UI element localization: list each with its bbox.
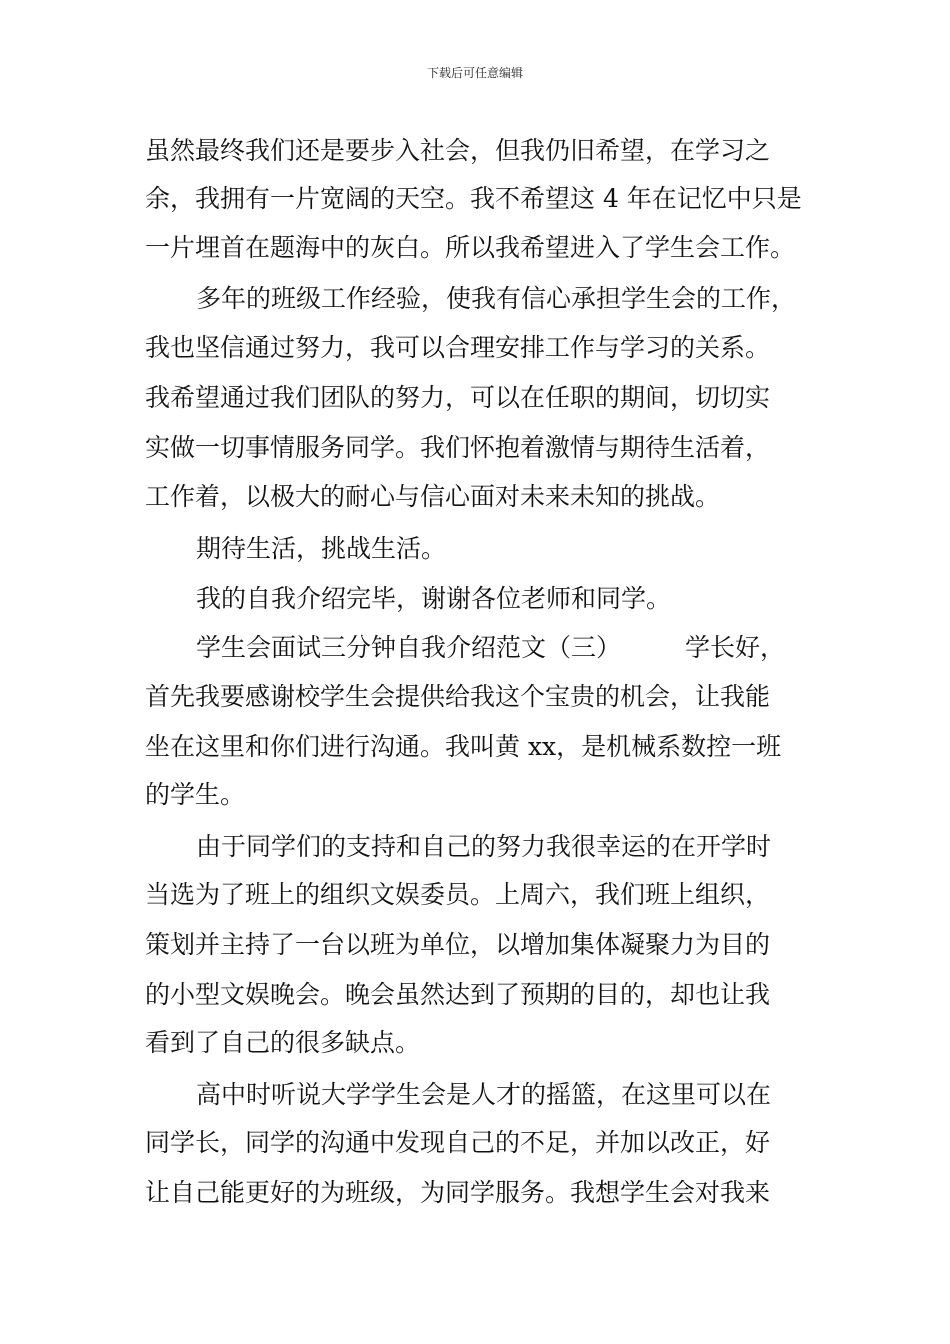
section-heading-line <box>196 630 785 666</box>
page-header: 下载后可任意编辑 <box>426 66 523 80</box>
text-line: 的小型文娱晚会。晚会虽然达到了预期的目的，却也让我 <box>145 980 771 1009</box>
text-line: 策划并主持了一台以班为单位，以增加集体凝聚力为目的 <box>145 930 771 959</box>
text-line: 高中时听说大学学生会是人才的摇篮，在这里可以在 <box>196 1080 772 1109</box>
text-line: 工作着，以极大的耐心与信心面对未来未知的挑战。 <box>145 482 721 511</box>
text-line: 同学长，同学的沟通中发现自己的不足，并加以改正，好 <box>145 1128 771 1157</box>
text-line: 我也坚信通过努力，我可以合理安排工作与学习的关系。 <box>145 333 771 362</box>
text-line: 余，我拥有一片宽阔的天空。我不希望这 4 年在记忆中只是 <box>145 184 802 213</box>
text-line: 由于同学们的支持和自己的努力我很幸运的在开学时 <box>196 832 772 861</box>
text-line: 虽然最终我们还是要步入社会，但我仍旧希望，在学习之 <box>145 136 771 165</box>
text-line: 让自己能更好的为班级，为同学服务。我想学生会对我来 <box>145 1178 771 1207</box>
text-line: 首先我要感谢校学生会提供给我这个宝贵的机会，让我能 <box>145 682 771 711</box>
text-line: 多年的班级工作经验，使我有信心承担学生会的工作， <box>196 284 797 313</box>
text-line: 当选为了班上的组织文娱委员。上周六，我们班上组织， <box>145 880 771 909</box>
text-line: 实做一切事情服务同学。我们怀抱着激情与期待生活着， <box>145 433 771 462</box>
text-line: 我的自我介绍完毕，谢谢各位老师和同学。 <box>196 584 672 613</box>
text-line: 期待生活，挑战生活。 <box>196 534 447 563</box>
text-line: 我希望通过我们团队的努力，可以在任职的期间，切切实 <box>145 383 771 412</box>
text-line: 一片埋首在题海中的灰白。所以我希望进入了学生会工作。 <box>145 233 796 262</box>
text-line: 看到了自己的很多缺点。 <box>145 1028 421 1057</box>
text-line: 坐在这里和你们进行沟通。我叫黄 xx，是机械系数控一班 <box>145 732 782 761</box>
greeting: 学长好， <box>685 633 786 662</box>
text-line: 的学生。 <box>145 780 246 809</box>
section-heading: 学生会面试三分钟自我介绍范文（三） <box>196 633 622 662</box>
